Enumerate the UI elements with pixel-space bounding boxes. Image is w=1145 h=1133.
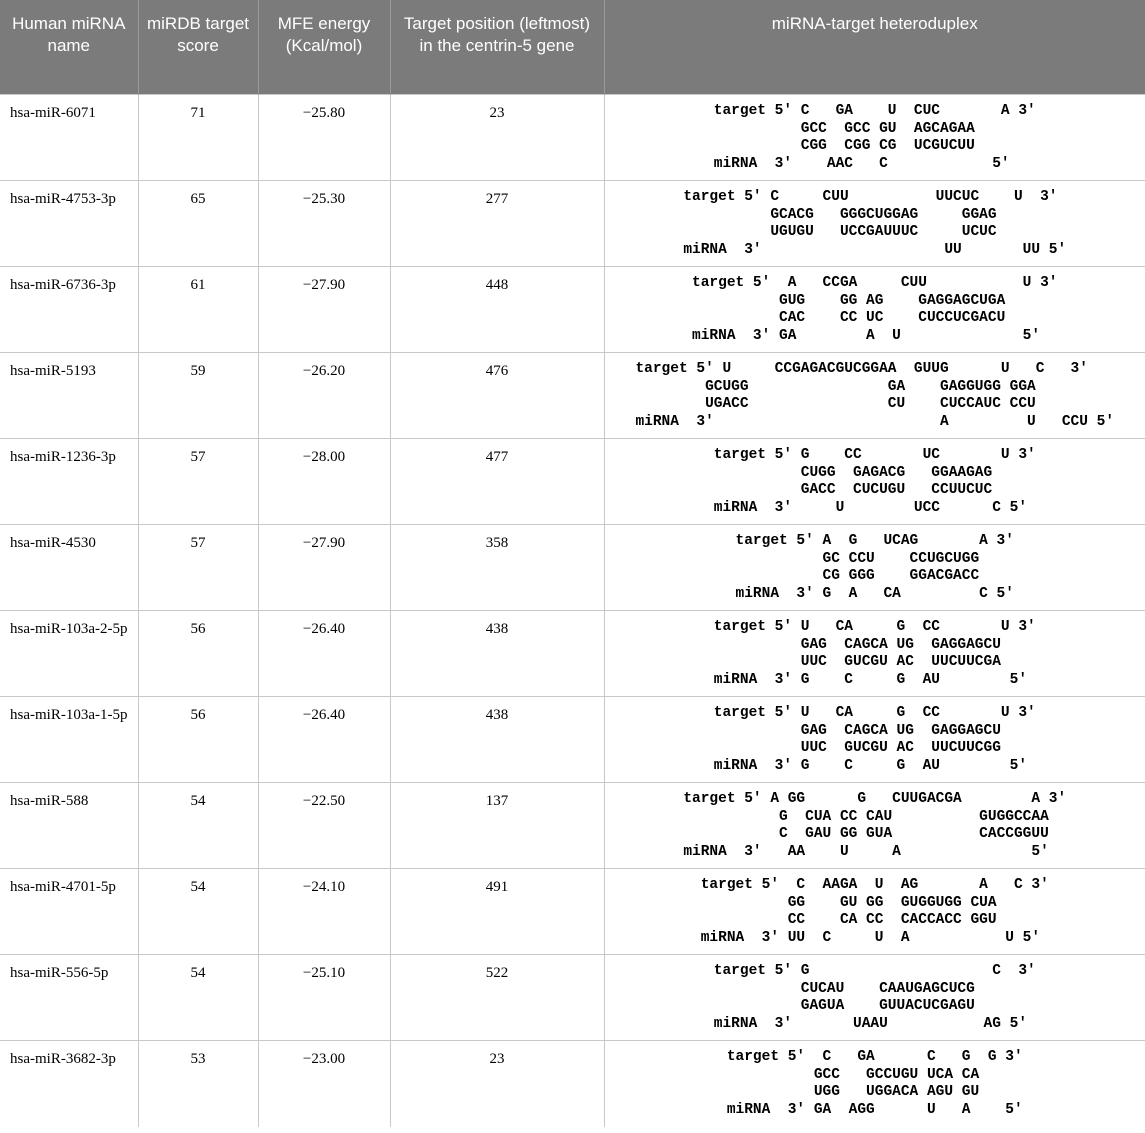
- target-position-cell: 277: [390, 181, 604, 267]
- mirna-name-cell: hsa-miR-588: [0, 783, 138, 869]
- heteroduplex-alignment: target 5' U CCGAGACGUCGGAA GUUG U C 3' GCUGG GA GAGGUGG GGA UGACC CU CUCCAUC CCU miRNA 3' A U CCU 5': [635, 361, 1115, 430]
- heteroduplex-alignment: target 5' U CA G CC U 3' GAG CAGCA UG GAGGAGCU UUC GUCGU AC UUCUUCGG miRNA 3' G C G AU 5': [713, 705, 1036, 774]
- target-position-cell: 448: [390, 267, 604, 353]
- table-row: [0, 611, 1145, 697]
- table-row: [0, 1041, 1145, 1127]
- mirna-name-cell: hsa-miR-5193: [0, 353, 138, 439]
- heteroduplex-cell: [604, 1041, 1145, 1127]
- target-position-cell: 137: [390, 783, 604, 869]
- heteroduplex-alignment: target 5' A CCGA CUU U 3' GUG GG AG GAGGAGCUGA CAC CC UC CUCCUCGACU miRNA 3' GA A U 5': [692, 275, 1058, 344]
- target-position-cell: 438: [390, 697, 604, 783]
- target-score-cell: 57: [138, 525, 258, 611]
- mirna-name-cell: hsa-miR-4753-3p: [0, 181, 138, 267]
- target-score-cell: 53: [138, 1041, 258, 1127]
- mfe-energy-cell: −22.50: [258, 783, 390, 869]
- mfe-energy-cell: −26.20: [258, 353, 390, 439]
- table-body: [0, 95, 1145, 1127]
- target-position-cell: 476: [390, 353, 604, 439]
- table-row: [0, 697, 1145, 783]
- table-row: [0, 95, 1145, 181]
- target-score-cell: 57: [138, 439, 258, 525]
- heteroduplex-cell: [604, 697, 1145, 783]
- mfe-energy-cell: −27.90: [258, 267, 390, 353]
- heteroduplex-alignment: target 5' G C 3' CUCAU CAAUGAGCUCG GAGUA GUUACUCGAGU miRNA 3' UAAU AG 5': [713, 963, 1036, 1032]
- mfe-energy-cell: −28.00: [258, 439, 390, 525]
- table-row: [0, 525, 1145, 611]
- header-mfe-energy: MFE energy (Kcal/mol): [258, 0, 390, 95]
- target-score-cell: 65: [138, 181, 258, 267]
- target-score-cell: 54: [138, 869, 258, 955]
- target-position-cell: 438: [390, 611, 604, 697]
- target-score-cell: 54: [138, 783, 258, 869]
- target-position-cell: 477: [390, 439, 604, 525]
- heteroduplex-cell: [604, 869, 1145, 955]
- target-position-cell: 491: [390, 869, 604, 955]
- target-position-cell: 358: [390, 525, 604, 611]
- heteroduplex-cell: [604, 955, 1145, 1041]
- heteroduplex-alignment: target 5' C GA U CUC A 3' GCC GCC GU AGCAGAA CGG CGG CG UCGUCUU miRNA 3' AAC C 5': [713, 103, 1036, 172]
- table-row: [0, 783, 1145, 869]
- table-row: [0, 353, 1145, 439]
- mirna-name-cell: hsa-miR-3682-3p: [0, 1041, 138, 1127]
- header-target-position: Target position (leftmost) in the centrin-5 gene: [390, 0, 604, 95]
- mirna-name-cell: hsa-miR-556-5p: [0, 955, 138, 1041]
- heteroduplex-alignment: target 5' G CC UC U 3' CUGG GAGACG GGAAGAG GACC CUCUGU CCUUCUC miRNA 3' U UCC C 5': [713, 447, 1036, 516]
- mfe-energy-cell: −26.40: [258, 697, 390, 783]
- heteroduplex-alignment: target 5' C AAGA U AG A C 3' GG GU GG GUGGUGG CUA CC CA CC CACCACC GGU miRNA 3' UU C U A U 5': [700, 877, 1049, 946]
- mfe-energy-cell: −25.30: [258, 181, 390, 267]
- table-header: [0, 0, 1145, 95]
- mirna-name-cell: hsa-miR-4701-5p: [0, 869, 138, 955]
- target-score-cell: 71: [138, 95, 258, 181]
- mirna-name-cell: hsa-miR-4530: [0, 525, 138, 611]
- mfe-energy-cell: −25.10: [258, 955, 390, 1041]
- target-score-cell: 59: [138, 353, 258, 439]
- mirna-name-cell: hsa-miR-103a-2-5p: [0, 611, 138, 697]
- target-position-cell: 23: [390, 1041, 604, 1127]
- table-row: [0, 955, 1145, 1041]
- mfe-energy-cell: −24.10: [258, 869, 390, 955]
- mfe-energy-cell: −27.90: [258, 525, 390, 611]
- target-score-cell: 61: [138, 267, 258, 353]
- heteroduplex-cell: [604, 181, 1145, 267]
- mfe-energy-cell: −23.00: [258, 1041, 390, 1127]
- header-mirdb-score: miRDB target score: [138, 0, 258, 95]
- header-row: [0, 0, 1145, 95]
- header-mirna-name: Human miRNA name: [0, 0, 138, 95]
- target-position-cell: 522: [390, 955, 604, 1041]
- table-row: [0, 181, 1145, 267]
- mirna-name-cell: hsa-miR-6736-3p: [0, 267, 138, 353]
- mirna-name-cell: hsa-miR-1236-3p: [0, 439, 138, 525]
- mirna-name-cell: hsa-miR-6071: [0, 95, 138, 181]
- heteroduplex-cell: [604, 611, 1145, 697]
- target-score-cell: 56: [138, 697, 258, 783]
- heteroduplex-cell: [604, 525, 1145, 611]
- target-position-cell: 23: [390, 95, 604, 181]
- heteroduplex-alignment: target 5' A G UCAG A 3' GC CCU CCUGCUGG CG GGG GGACGACC miRNA 3' G A CA C 5': [735, 533, 1014, 602]
- mfe-energy-cell: −25.80: [258, 95, 390, 181]
- mirna-name-cell: hsa-miR-103a-1-5p: [0, 697, 138, 783]
- header-heteroduplex: miRNA-target heteroduplex: [604, 0, 1145, 95]
- heteroduplex-cell: [604, 267, 1145, 353]
- mfe-energy-cell: −26.40: [258, 611, 390, 697]
- table-row: [0, 869, 1145, 955]
- table-row: [0, 439, 1145, 525]
- heteroduplex-alignment: target 5' C GA C G G 3' GCC GCCUGU UCA CA UGG UGGACA AGU GU miRNA 3' GA AGG U A 5': [726, 1049, 1023, 1118]
- heteroduplex-cell: [604, 353, 1145, 439]
- heteroduplex-cell: [604, 783, 1145, 869]
- heteroduplex-alignment: target 5' U CA G CC U 3' GAG CAGCA UG GAGGAGCU UUC GUCGU AC UUCUUCGA miRNA 3' G C G AU 5': [713, 619, 1036, 688]
- table-row: [0, 267, 1145, 353]
- heteroduplex-alignment: target 5' C CUU UUCUC U 3' GCACG GGGCUGGAG GGAG UGUGU UCCGAUUUC UCUC miRNA 3' UU UU 5': [683, 189, 1067, 258]
- heteroduplex-cell: [604, 95, 1145, 181]
- heteroduplex-alignment: target 5' A GG G CUUGACGA A 3' G CUA CC CAU GUGGCCAA C GAU GG GUA CACCGGUU miRNA 3' AA U A 5': [683, 791, 1067, 860]
- heteroduplex-cell: [604, 439, 1145, 525]
- target-score-cell: 56: [138, 611, 258, 697]
- target-score-cell: 54: [138, 955, 258, 1041]
